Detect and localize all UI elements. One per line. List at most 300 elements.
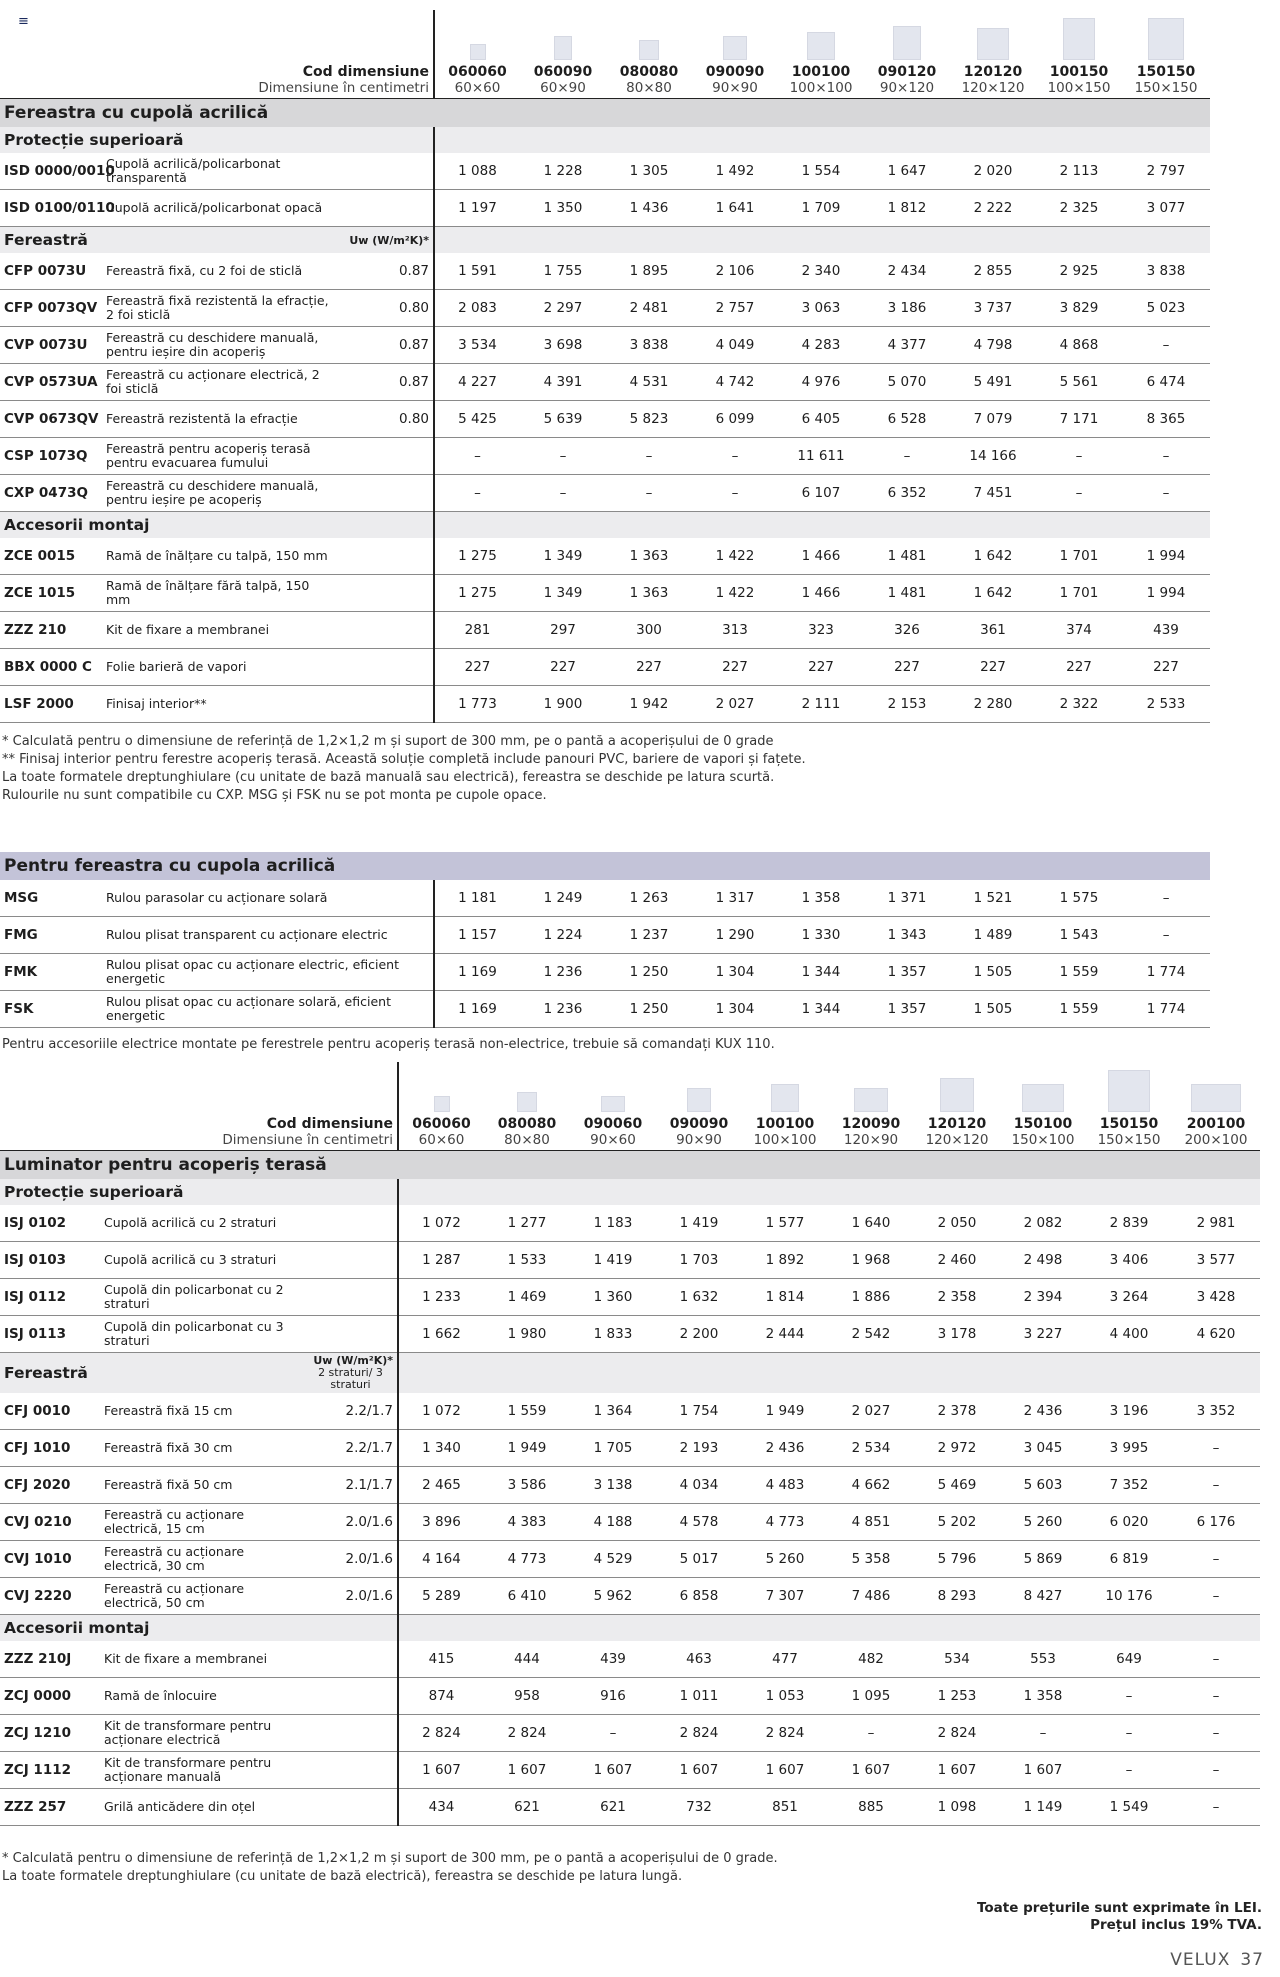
price-cell: 3 838	[1122, 253, 1210, 290]
price-cell: 4 529	[570, 1540, 656, 1577]
product-description: Fereastră fixă 30 cm	[100, 1429, 304, 1466]
table-row	[0, 1205, 1260, 1242]
product-description: Cupolă acrilică/policarbonat transparentă	[102, 153, 340, 190]
product-code: ISD 0100/0110	[0, 190, 102, 227]
section-title: Fereastră	[0, 227, 340, 254]
price-cell: 3 698	[520, 327, 606, 364]
price-cell: 3 138	[570, 1466, 656, 1503]
price-cell: 477	[742, 1641, 828, 1678]
price-cell: 1 422	[692, 538, 778, 575]
price-cell: 1 358	[778, 880, 864, 917]
section-fill	[434, 227, 1210, 254]
thumbnail-row	[0, 10, 1210, 62]
footnote: ** Finisaj interior pentru ferestre acoperiș terasă. Această soluție completă include panouri PVC, bariere de vapori și fațete.	[2, 752, 806, 767]
price-cell: 3 186	[864, 290, 950, 327]
price-cell: –	[1122, 475, 1210, 512]
table-row	[0, 1429, 1260, 1466]
price-cell: 4 773	[742, 1503, 828, 1540]
price-cell: 3 077	[1122, 190, 1210, 227]
header-codes-row	[0, 62, 1210, 80]
product-description: Fereastră cu acționare electrică, 30 cm	[100, 1540, 304, 1577]
size-dimension: 200×100	[1172, 1132, 1260, 1151]
table-row	[0, 991, 1210, 1028]
product-code: CFP 0073U	[0, 253, 102, 290]
size-thumbnail	[1036, 10, 1122, 62]
price-cell: 1 371	[864, 880, 950, 917]
price-cell: 1 505	[950, 954, 1036, 991]
price-cell: 1 949	[742, 1393, 828, 1430]
table-row	[0, 538, 1210, 575]
header-dims-row	[0, 80, 1210, 99]
price-cell: 2 027	[828, 1393, 914, 1430]
price-cell: 3 838	[606, 327, 692, 364]
price-cell: 4 620	[1172, 1316, 1260, 1353]
price-cell: 10 176	[1086, 1577, 1172, 1614]
uw-value	[340, 575, 434, 612]
uw-column-label	[304, 1179, 398, 1205]
price-cell: 439	[570, 1641, 656, 1678]
table-row	[0, 327, 1210, 364]
window-thumbnail-icon	[517, 1092, 537, 1112]
price-cell: 1 701	[1036, 575, 1122, 612]
price-cell: 1 275	[434, 575, 520, 612]
price-cell: 2 083	[434, 290, 520, 327]
price-cell: 874	[398, 1677, 484, 1714]
price-cell: 3 428	[1172, 1279, 1260, 1316]
price-cell: 2 436	[742, 1429, 828, 1466]
uw-value: 2.2/1.7	[304, 1429, 398, 1466]
price-cell: 5 425	[434, 401, 520, 438]
price-cell: –	[1172, 1714, 1260, 1751]
price-cell: –	[1172, 1751, 1260, 1788]
size-thumbnail	[778, 10, 864, 62]
uw-value	[304, 1788, 398, 1825]
price-cell: 1 169	[434, 954, 520, 991]
product-description: Cupolă din policarbonat cu 3 straturi	[100, 1316, 304, 1353]
price-cell: 2 824	[484, 1714, 570, 1751]
window-thumbnail-icon	[807, 32, 835, 60]
price-cell: 361	[950, 612, 1036, 649]
window-thumbnail-icon	[554, 36, 572, 60]
uw-value: 0.80	[340, 401, 434, 438]
product-description: Ramă de înălțare cu talpă, 150 mm	[102, 538, 340, 575]
size-dimension: 100×150	[1036, 80, 1122, 99]
price-cell: 6 528	[864, 401, 950, 438]
menu-icon[interactable]: ≡	[18, 14, 29, 29]
price-cell: 1 436	[606, 190, 692, 227]
product-description: Cupolă acrilică/policarbonat opacă	[102, 190, 340, 227]
size-code: 090120	[877, 64, 937, 80]
price-cell: 3 586	[484, 1466, 570, 1503]
size-code: 120120	[927, 1116, 987, 1132]
page-footer	[1170, 1950, 1264, 1970]
uw-value	[304, 1641, 398, 1678]
price-cell: –	[1122, 327, 1210, 364]
price-cell: 1 559	[484, 1393, 570, 1430]
price-cell: 1 422	[692, 575, 778, 612]
price-cell: 1 304	[692, 991, 778, 1028]
uw-value	[340, 612, 434, 649]
product-code: ISJ 0103	[0, 1242, 100, 1279]
footnote: Rulourile nu sunt compatibile cu CXP. MSG și FSK nu se pot monta pe cupole opace.	[2, 788, 547, 803]
price-cell: 227	[520, 649, 606, 686]
product-code: ZCJ 1210	[0, 1714, 100, 1751]
price-cell: 2 193	[656, 1429, 742, 1466]
size-dimension: 150×150	[1086, 1132, 1172, 1151]
table-row	[0, 475, 1210, 512]
price-cell: 621	[570, 1788, 656, 1825]
price-cell: 8 365	[1122, 401, 1210, 438]
product-code: CVJ 2220	[0, 1577, 100, 1614]
price-cell: 1 709	[778, 190, 864, 227]
size-thumbnail	[742, 1062, 828, 1114]
section-fill	[398, 1179, 1260, 1205]
price-cell: 1 344	[778, 954, 864, 991]
price-cell: 1 577	[742, 1205, 828, 1242]
size-thumbnail	[914, 1062, 1000, 1114]
product-code: ZCE 1015	[0, 575, 102, 612]
section-fill	[434, 512, 1210, 539]
price-cell: 4 188	[570, 1503, 656, 1540]
table-row	[0, 1466, 1260, 1503]
dimension-cm-label: Dimensiune în centimetri	[0, 1132, 398, 1151]
price-cell: 439	[1122, 612, 1210, 649]
price-cell: 1 701	[1036, 538, 1122, 575]
price-cell: 2 297	[520, 290, 606, 327]
uw-value	[340, 538, 434, 575]
price-cell: 1 773	[434, 686, 520, 723]
price-cell: 1 290	[692, 917, 778, 954]
window-thumbnail-icon	[854, 1088, 888, 1112]
product-description: Rulou plisat opac cu acționare electric, eficient energetic	[102, 954, 434, 991]
price-cell: 553	[1000, 1641, 1086, 1678]
price-cell: 1 833	[570, 1316, 656, 1353]
price-cell: 1 812	[864, 190, 950, 227]
price-cell: 1 814	[742, 1279, 828, 1316]
category-title: Luminator pentru acoperiș terasă	[0, 1151, 1260, 1180]
price-cell: 5 202	[914, 1503, 1000, 1540]
price-cell: 2 436	[1000, 1393, 1086, 1430]
page-number: 37	[1240, 1950, 1264, 1970]
price-cell: 6 405	[778, 401, 864, 438]
uw-value	[340, 153, 434, 190]
table-row	[0, 880, 1210, 917]
product-description: Rulou parasolar cu acționare solară	[102, 880, 434, 917]
product-description: Kit de fixare a membranei	[100, 1641, 304, 1678]
price-cell: –	[1086, 1751, 1172, 1788]
price-cell: 1 250	[606, 954, 692, 991]
price-cell: 5 260	[742, 1540, 828, 1577]
table-fereastra-cupola	[0, 10, 1210, 723]
footer-line-currency: Toate prețurile sunt exprimate în LEI.	[976, 1900, 1262, 1916]
product-code: ZZZ 210	[0, 612, 102, 649]
price-cell: 1 237	[606, 917, 692, 954]
table-row	[0, 612, 1210, 649]
uw-value: 2.1/1.7	[304, 1466, 398, 1503]
price-cell: 5 070	[864, 364, 950, 401]
price-cell: 5 023	[1122, 290, 1210, 327]
price-cell: 1 591	[434, 253, 520, 290]
price-cell: 4 773	[484, 1540, 570, 1577]
price-cell: 4 383	[484, 1503, 570, 1540]
price-cell: 7 307	[742, 1577, 828, 1614]
uw-value	[304, 1751, 398, 1788]
price-cell: 7 171	[1036, 401, 1122, 438]
size-code: 060060	[448, 64, 507, 80]
price-cell: 1 559	[1036, 954, 1122, 991]
price-cell: 3 227	[1000, 1316, 1086, 1353]
price-cell: 2 824	[742, 1714, 828, 1751]
price-cell: 227	[434, 649, 520, 686]
price-cell: –	[1172, 1577, 1260, 1614]
table-row	[0, 290, 1210, 327]
uw-value	[304, 1205, 398, 1242]
price-cell: 2 111	[778, 686, 864, 723]
price-cell: 227	[778, 649, 864, 686]
table-row	[0, 1540, 1260, 1577]
price-cell: 7 451	[950, 475, 1036, 512]
table-row	[0, 649, 1210, 686]
price-cell: –	[864, 438, 950, 475]
price-cell: 5 491	[950, 364, 1036, 401]
size-code: 080080	[619, 64, 679, 80]
price-cell: 4 377	[864, 327, 950, 364]
price-cell: 1 349	[520, 575, 606, 612]
price-cell: 958	[484, 1677, 570, 1714]
product-code: CVP 0573UA	[0, 364, 102, 401]
uw-value: 0.87	[340, 253, 434, 290]
price-cell: 2 200	[656, 1316, 742, 1353]
price-cell: 6 099	[692, 401, 778, 438]
price-cell: 434	[398, 1788, 484, 1825]
price-cell: 2 050	[914, 1205, 1000, 1242]
price-cell: 1 360	[570, 1279, 656, 1316]
dimension-cm-label: Dimensiune în centimetri	[0, 80, 434, 99]
price-cell: 4 868	[1036, 327, 1122, 364]
price-footer	[977, 1900, 1262, 1934]
price-cell: 482	[828, 1641, 914, 1678]
product-description: Fereastră cu acționare electrică, 15 cm	[100, 1503, 304, 1540]
price-cell: –	[520, 475, 606, 512]
product-code: CVJ 0210	[0, 1503, 100, 1540]
price-cell: 4 034	[656, 1466, 742, 1503]
size-dimension: 120×120	[950, 80, 1036, 99]
size-code: 060090	[533, 64, 593, 80]
price-cell: 2 972	[914, 1429, 1000, 1466]
uw-value	[340, 475, 434, 512]
size-dimension: 60×60	[398, 1132, 484, 1151]
product-code: ISJ 0102	[0, 1205, 100, 1242]
product-code: CFJ 2020	[0, 1466, 100, 1503]
table-row	[0, 1316, 1260, 1353]
price-cell: 5 823	[606, 401, 692, 438]
size-code: 090090	[669, 1116, 729, 1132]
price-cell: 444	[484, 1641, 570, 1678]
price-cell: 1 607	[914, 1751, 1000, 1788]
price-cell: –	[606, 438, 692, 475]
size-dimension: 90×90	[656, 1132, 742, 1151]
price-cell: –	[1036, 475, 1122, 512]
price-cell: 1 263	[606, 880, 692, 917]
price-cell: 3 896	[398, 1503, 484, 1540]
product-description: Fereastră fixă 15 cm	[100, 1393, 304, 1430]
footnote: * Calculată pentru o dimensiune de referință de 1,2×1,2 m și suport de 300 mm, pe o pantă a acoperișului de 0 grade	[2, 734, 774, 749]
price-cell: 7 352	[1086, 1466, 1172, 1503]
price-cell: 2 153	[864, 686, 950, 723]
price-cell: 1 607	[484, 1751, 570, 1788]
price-cell: 2 534	[828, 1429, 914, 1466]
price-cell: 621	[484, 1788, 570, 1825]
thumbnail-row	[0, 1062, 1260, 1114]
uw-value	[304, 1677, 398, 1714]
table-row	[0, 1577, 1260, 1614]
size-thumbnail	[1172, 1062, 1260, 1114]
section-fill	[434, 127, 1210, 153]
price-cell: 2 394	[1000, 1279, 1086, 1316]
price-cell: 1 575	[1036, 880, 1122, 917]
price-cell: 2 340	[778, 253, 864, 290]
price-cell: –	[1172, 1429, 1260, 1466]
size-dimension: 90×90	[692, 80, 778, 99]
price-cell: 297	[520, 612, 606, 649]
product-code: CFJ 1010	[0, 1429, 100, 1466]
window-thumbnail-icon	[1108, 1070, 1150, 1112]
price-cell: –	[692, 438, 778, 475]
price-cell: 300	[606, 612, 692, 649]
price-cell: 3 264	[1086, 1279, 1172, 1316]
price-cell: 534	[914, 1641, 1000, 1678]
window-thumbnail-icon	[1063, 18, 1095, 60]
price-cell: 1 980	[484, 1316, 570, 1353]
price-cell: 1 607	[742, 1751, 828, 1788]
price-cell: 1 632	[656, 1279, 742, 1316]
price-cell: 1 481	[864, 538, 950, 575]
price-cell: 1 466	[778, 575, 864, 612]
product-code: CVJ 1010	[0, 1540, 100, 1577]
price-cell: 1 533	[484, 1242, 570, 1279]
price-cell: 1 011	[656, 1677, 742, 1714]
window-thumbnail-icon	[1191, 1084, 1241, 1112]
price-cell: 5 796	[914, 1540, 1000, 1577]
size-dimension: 100×100	[742, 1132, 828, 1151]
price-cell: 3 406	[1086, 1242, 1172, 1279]
price-cell: 1 183	[570, 1205, 656, 1242]
price-cell: 4 798	[950, 327, 1036, 364]
size-thumbnail	[606, 10, 692, 62]
price-cell: 1 364	[570, 1393, 656, 1430]
price-cell: 1 236	[520, 954, 606, 991]
section-title: Accesorii montaj	[0, 1614, 304, 1641]
price-cell: –	[570, 1714, 656, 1751]
section-fill	[398, 1614, 1260, 1641]
price-cell: 1 662	[398, 1316, 484, 1353]
section-row	[0, 227, 1210, 254]
product-code: CXP 0473Q	[0, 475, 102, 512]
price-cell: 5 469	[914, 1466, 1000, 1503]
price-cell: 1 754	[656, 1393, 742, 1430]
price-cell: 3 995	[1086, 1429, 1172, 1466]
window-thumbnail-icon	[940, 1078, 974, 1112]
price-cell: 1 419	[570, 1242, 656, 1279]
price-cell: 2 855	[950, 253, 1036, 290]
product-description: Ramă de înlocuire	[100, 1677, 304, 1714]
price-cell: 1 224	[520, 917, 606, 954]
price-cell: 1 942	[606, 686, 692, 723]
size-thumbnail	[950, 10, 1036, 62]
uw-column-label	[340, 512, 434, 539]
price-cell: 2 925	[1036, 253, 1122, 290]
price-cell: 2 358	[914, 1279, 1000, 1316]
price-cell: 1 275	[434, 538, 520, 575]
table2-note: Pentru accesoriile electrice montate pe ferestrele pentru acoperiș terasă non-electrice, trebuie să comandați KUX 110.	[2, 1037, 775, 1052]
price-cell: 4 164	[398, 1540, 484, 1577]
price-cell: 2 465	[398, 1466, 484, 1503]
window-thumbnail-icon	[723, 36, 747, 60]
price-cell: 2 020	[950, 153, 1036, 190]
size-dimension: 150×100	[1000, 1132, 1086, 1151]
price-cell: 4 049	[692, 327, 778, 364]
price-cell: 1 641	[692, 190, 778, 227]
price-cell: 1 640	[828, 1205, 914, 1242]
price-cell: 916	[570, 1677, 656, 1714]
product-code: CSP 1073Q	[0, 438, 102, 475]
window-thumbnail-icon	[893, 26, 921, 60]
category-title: Fereastra cu cupolă acrilică	[0, 99, 1210, 128]
price-cell: 2 981	[1172, 1205, 1260, 1242]
uw-value: 2.0/1.6	[304, 1503, 398, 1540]
price-cell: 1 607	[570, 1751, 656, 1788]
price-cell: 1 249	[520, 880, 606, 917]
price-cell: 2 839	[1086, 1205, 1172, 1242]
product-description: Kit de transformare pentru acționare manuală	[100, 1751, 304, 1788]
table-row	[0, 1714, 1260, 1751]
price-cell: 1 642	[950, 575, 1036, 612]
size-thumbnail	[692, 10, 778, 62]
table3-notes	[2, 1850, 778, 1886]
price-cell: 1 774	[1122, 954, 1210, 991]
footnote: * Calculată pentru o dimensiune de referință de 1,2×1,2 m și suport de 300 mm, pe o pantă a acoperișului de 0 grade.	[2, 1851, 778, 1866]
section-title: Accesorii montaj	[0, 512, 340, 539]
uw-column-label	[340, 127, 434, 153]
size-thumbnail	[1000, 1062, 1086, 1114]
price-cell: 1 419	[656, 1205, 742, 1242]
price-cell: 1 149	[1000, 1788, 1086, 1825]
price-cell: 1 607	[656, 1751, 742, 1788]
table-row	[0, 364, 1210, 401]
header-dims-row	[0, 1132, 1260, 1151]
window-thumbnail-icon	[687, 1088, 711, 1112]
price-cell: 1 774	[1122, 991, 1210, 1028]
price-cell: 5 561	[1036, 364, 1122, 401]
price-cell: 4 483	[742, 1466, 828, 1503]
uw-value: 2.0/1.6	[304, 1540, 398, 1577]
price-cell: 1 169	[434, 991, 520, 1028]
table-row	[0, 917, 1210, 954]
table-luminator	[0, 1062, 1260, 1826]
product-description: Ramă de înălțare fără talpă, 150 mm	[102, 575, 340, 612]
price-cell: 1 053	[742, 1677, 828, 1714]
uw-value	[304, 1316, 398, 1353]
price-cell: 313	[692, 612, 778, 649]
price-cell: 2 797	[1122, 153, 1210, 190]
product-code: ZZZ 210J	[0, 1641, 100, 1678]
price-cell: 1 250	[606, 991, 692, 1028]
price-cell: 11 611	[778, 438, 864, 475]
table-row	[0, 1677, 1260, 1714]
price-cell: 1 095	[828, 1677, 914, 1714]
price-cell: 281	[434, 612, 520, 649]
window-thumbnail-icon	[470, 44, 486, 60]
